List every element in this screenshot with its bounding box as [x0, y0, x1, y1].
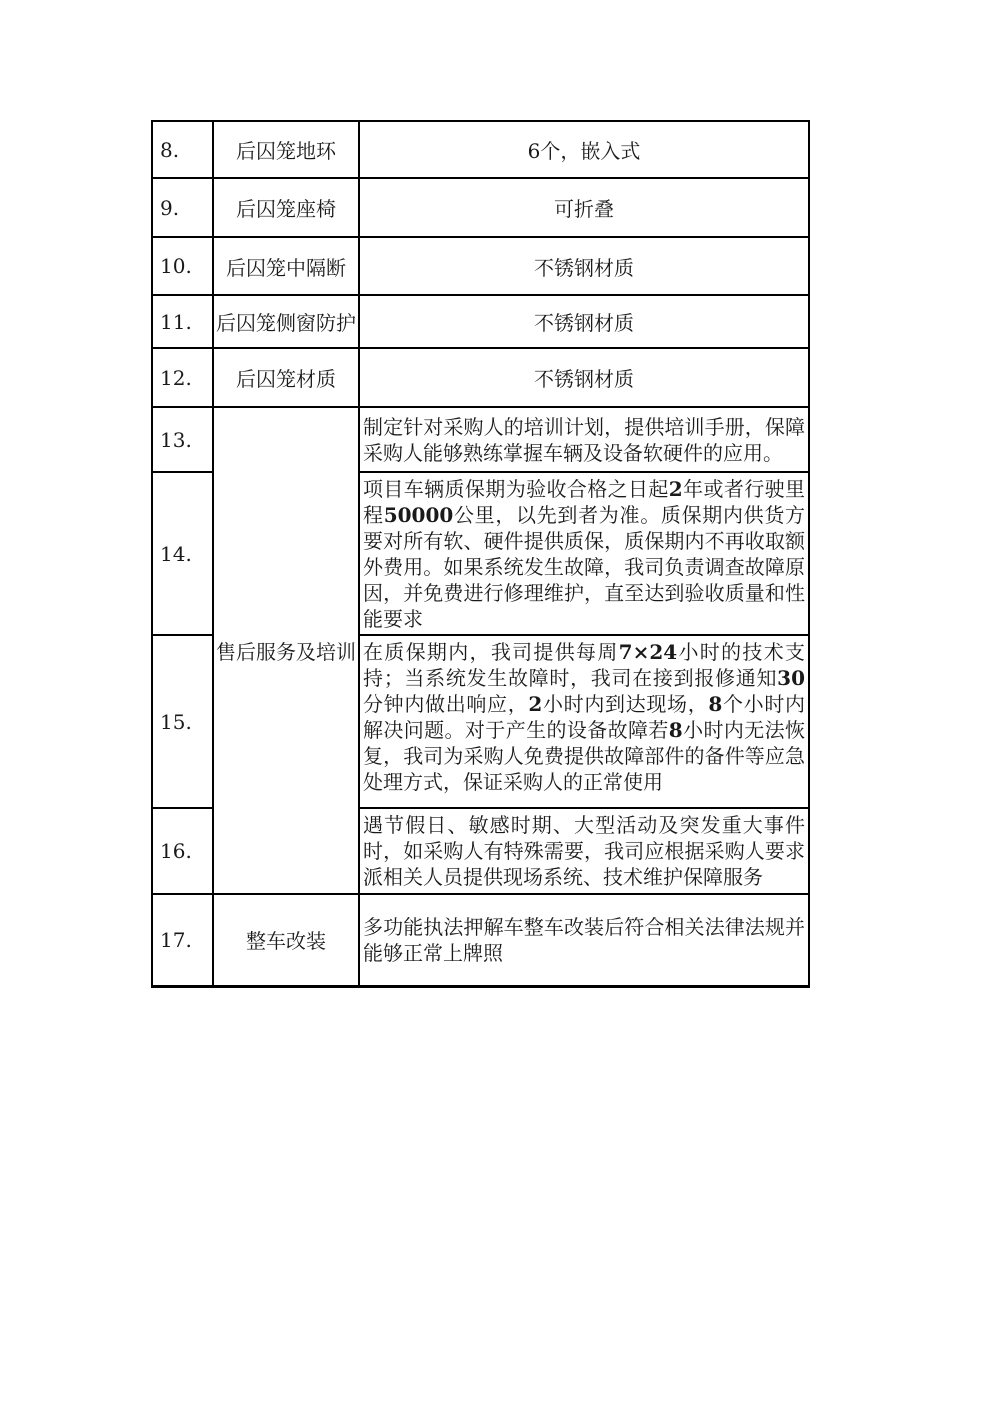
row-number: 13. [152, 407, 213, 472]
table-row [152, 295, 809, 348]
row-number: 16. [152, 808, 213, 894]
spec-paragraph: 多功能执法押解车整车改装后符合相关法律法规并能够正常上牌照 [359, 894, 809, 986]
spec-paragraph: 遇节假日、敏感时期、大型活动及突发重大事件时，如采购人有特殊需要，我司应根据采购人要求派相关人员提供现场系统、技术维护保障服务 [359, 808, 809, 894]
table-row [152, 237, 809, 295]
item-name: 后囚笼侧窗防护 [213, 295, 359, 348]
table-row [152, 121, 809, 178]
spec-value: 不锈钢材质 [359, 295, 809, 348]
row-number: 12. [152, 348, 213, 407]
row-number: 11. [152, 295, 213, 348]
table-row [152, 178, 809, 237]
spec-paragraph: 项目车辆质保期为验收合格之日起2年或者行驶里程50000公里，以先到者为准。质保期内供货方要对所有软、硬件提供质保，质保期内不再收取额外费用。如果系统发生故障，我司负责调查故障原因，并免费进行修理维护，直至达到验收质量和性能要求 [359, 472, 809, 635]
service-group-label: 售后服务及培训 [213, 407, 359, 894]
item-name: 后囚笼座椅 [213, 178, 359, 237]
spec-table [151, 120, 810, 988]
table-row [152, 407, 809, 472]
item-name: 后囚笼材质 [213, 348, 359, 407]
row-number: 14. [152, 472, 213, 635]
row-number: 9. [152, 178, 213, 237]
item-name: 整车改装 [213, 894, 359, 986]
spec-value: 不锈钢材质 [359, 237, 809, 295]
spec-paragraph: 在质保期内，我司提供每周7×24小时的技术支持；当系统发生故障时，我司在接到报修通知30分钟内做出响应，2小时内到达现场，8个小时内解决问题。对于产生的设备故障若8小时内无法恢复，我司为采购人免费提供故障部件的备件等应急处理方式，保证采购人的正常使用 [359, 635, 809, 808]
spec-value: 6个，嵌入式 [359, 121, 809, 178]
row-number: 15. [152, 635, 213, 808]
spec-value: 可折叠 [359, 178, 809, 237]
row-number: 10. [152, 237, 213, 295]
row-number: 17. [152, 894, 213, 986]
spec-paragraph: 制定针对采购人的培训计划，提供培训手册，保障采购人能够熟练掌握车辆及设备软硬件的应用。 [359, 407, 809, 472]
row-number: 8. [152, 121, 213, 178]
table-row [152, 894, 809, 986]
item-name: 后囚笼中隔断 [213, 237, 359, 295]
item-name: 后囚笼地环 [213, 121, 359, 178]
table-row [152, 348, 809, 407]
spec-value: 不锈钢材质 [359, 348, 809, 407]
